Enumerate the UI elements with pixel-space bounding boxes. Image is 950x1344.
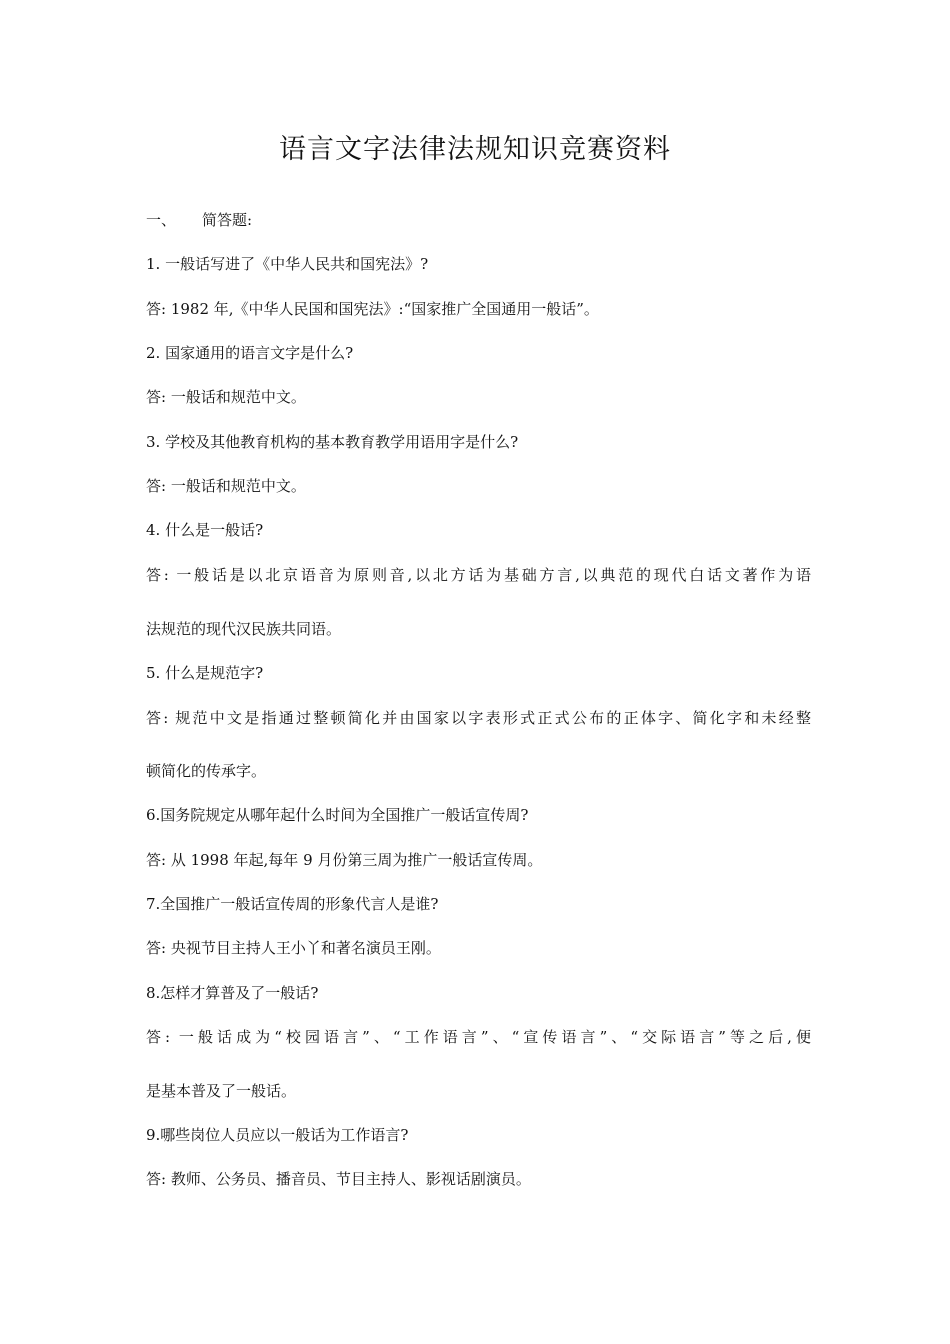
section-title: 简答题:	[202, 211, 253, 229]
question-5: 5. 什么是规范字?	[146, 664, 264, 682]
question-7: 7.全国推广一般话宣传周的形象代言人是谁?	[146, 895, 439, 913]
answer-7: 答: 央视节目主持人王小丫和著名演员王刚。	[146, 939, 441, 957]
section-heading	[146, 208, 811, 232]
question-2: 2. 国家通用的语言文字是什么?	[146, 344, 354, 362]
answer-5-line-2: 顿简化的传承字。	[146, 762, 267, 780]
section-number: 一、	[146, 211, 177, 229]
question-8: 8.怎样才算普及了一般话?	[146, 984, 319, 1002]
answer-4-line-1: 答: 一般话是以北京语音为原则音,以北方话为基础方言,以典范的现代白话文著作为语	[146, 566, 811, 584]
answer-8-line-1: 答: 一般话成为“校园语言”、“工作语言”、“宣传语言”、“交际语言”等之后,便	[146, 1028, 811, 1046]
answer-4-line-2: 法规范的现代汉民族共同语。	[146, 620, 342, 638]
question-6: 6.国务院规定从哪年起什么时间为全国推广一般话宣传周?	[146, 806, 529, 824]
question-4: 4. 什么是一般话?	[146, 521, 264, 539]
question-9: 9.哪些岗位人员应以一般话为工作语言?	[146, 1126, 409, 1144]
answer-8-line-2: 是基本普及了一般话。	[146, 1082, 297, 1100]
answer-9: 答: 教师、公务员、播音员、节目主持人、影视话剧演员。	[146, 1170, 531, 1188]
answer-6: 答: 从 1998 年起,每年 9 月份第三周为推广一般话宣传周。	[146, 851, 543, 869]
answer-1: 答: 1982 年,《中华人民国和国宪法》:“国家推广全国通用一般话”。	[146, 300, 599, 318]
question-1: 1. 一般话写进了《中华人民共和国宪法》?	[146, 255, 429, 273]
answer-5-line-1: 答: 规范中文是指通过整顿简化并由国家以字表形式正式公布的正体字、简化字和未经整	[146, 709, 811, 727]
answer-2: 答: 一般话和规范中文。	[146, 388, 306, 406]
question-3: 3. 学校及其他教育机构的基本教育教学用语用字是什么?	[146, 433, 519, 451]
answer-3: 答: 一般话和规范中文。	[146, 477, 306, 495]
page-title: 语言文字法律法规知识竞赛资料	[279, 134, 671, 165]
